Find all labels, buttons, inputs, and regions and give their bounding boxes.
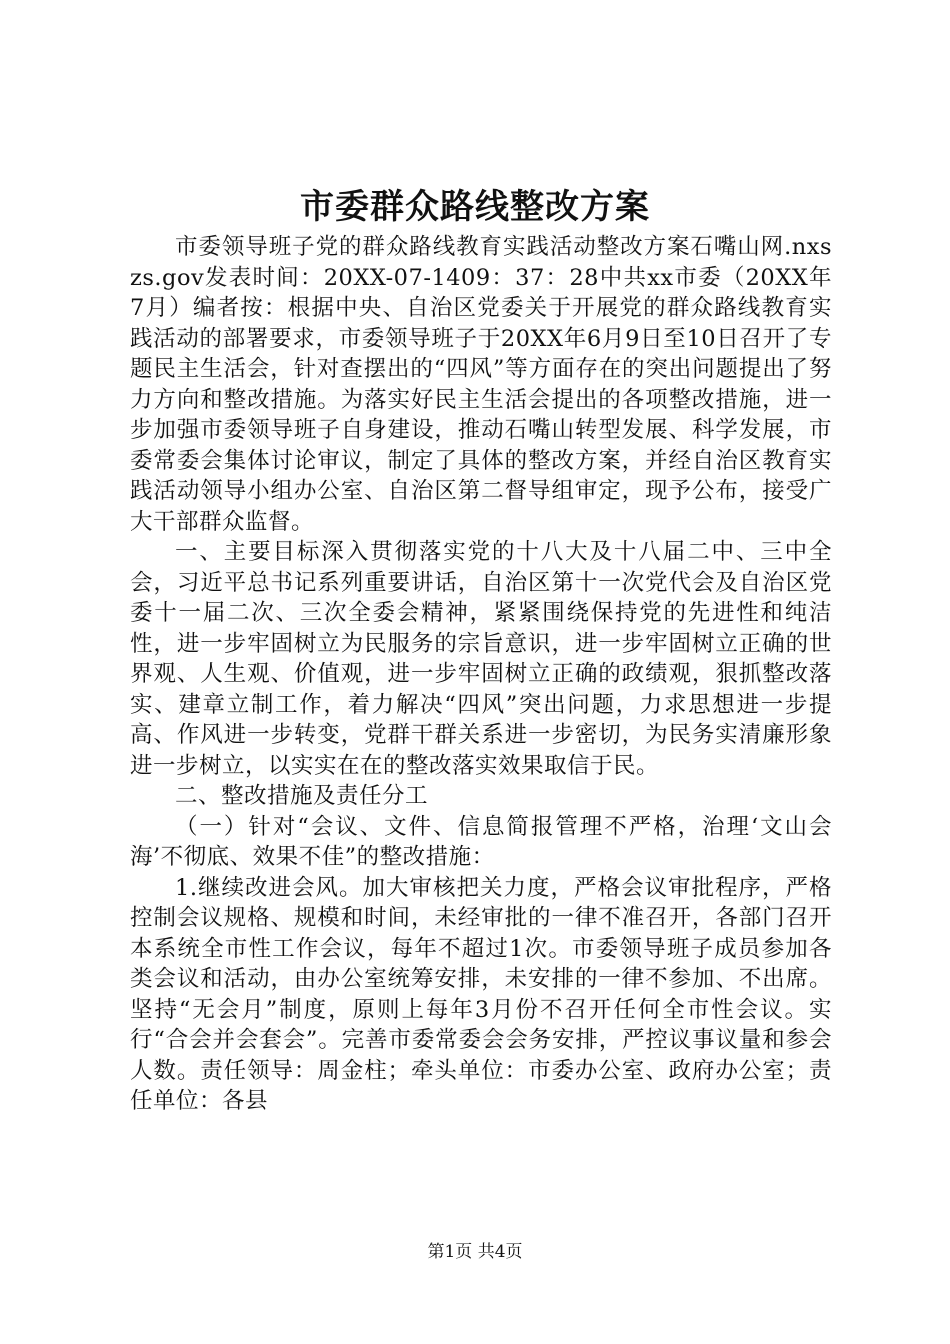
- paragraph-main-goals: 一、主要目标深入贯彻落实党的十八大及十八届二中、三中全会，习近平总书记系列重要讲话，自治区第十一次党代会及自治区党委十一届二次、三次全委会精神，紧紧围绕保持党的先进性和纯洁性，进一步牢固树立为民服务的宗旨意识，进一步牢固树立正确的世界观、人生观、价值观，进一步牢固树立正确的政绩观，狠抓整改落实、建章立制工作，着力解决“四风”突出问题，力求思想进一步提高、作风进一步转变，党群干群关系进一步密切，为民务实清廉形象进一步树立，以实实在在的整改落实效果取信于民。: [130, 539, 832, 779]
- document-title: 市委群众路线整改方案: [300, 187, 650, 227]
- document-body: [130, 232, 832, 1117]
- paragraph-intro: 市委领导班子党的群众路线教育实践活动整改方案石嘴山网.nxszs.gov发表时间：20XX-07-1409：37：28中共xx市委（20XX年7月）编者按：根据中央、自治区党委关于开展党的群众路线教育实践活动的部署要求，市委领导班子于20XX年6月9日至10日召开了专题民主生活会，针对查摆出的“四风”等方面存在的突出问题提出了努力方向和整改措施。为落实好民主生活会提出的各项整改措施，进一步加强市委领导班子自身建设，推动石嘴山转型发展、科学发展，市委常委会集体讨论审议，制定了具体的整改方案，并经自治区教育实践活动领导小组办公室、自治区第二督导组审定，现予公布，接受广大干部群众监督。: [130, 234, 832, 535]
- page-number-footer: 第1页 共4页: [427, 1242, 523, 1262]
- paragraph-meeting-style: 1.继续改进会风。加大审核把关力度，严格会议审批程序，严格控制会议规格、规模和时间，未经审批的一律不准召开，各部门召开本系统全市性工作会议，每年不超过1次。市委领导班子成员参加各类会议和活动，由办公室统筹安排，未安排的一律不参加、不出席。坚持“无会月”制度，原则上每年3月份不召开任何全市性会议。实行“合会并会套会”。完善市委常委会会务安排，严控议事议量和参会人数。责任领导：周金柱；牵头单位：市委办公室、政府办公室；责任单位：各县: [130, 874, 832, 1114]
- section-heading-measures: 二、整改措施及责任分工: [175, 783, 429, 809]
- subsection-heading-meetings: （一）针对“会议、文件、信息简报管理不严格，治理‘文山会海’不彻底、效果不佳”的整改措施：: [130, 813, 832, 870]
